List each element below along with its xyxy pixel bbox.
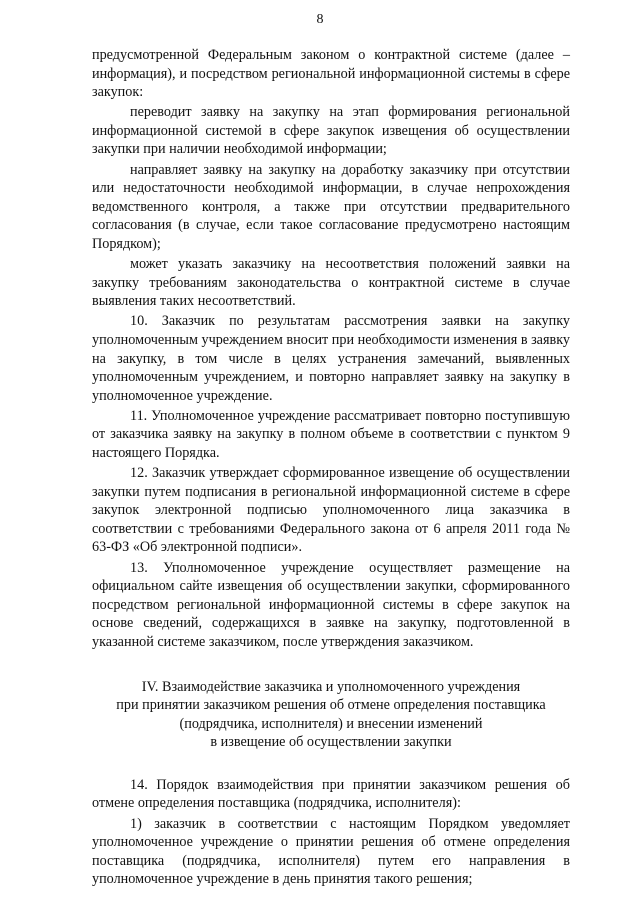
paragraph-indicate-inconsistencies: может указать заказчику на несоответствия положений заявки на закупку требованиям законодательства о контрактной системе в случае выявления таких несоответствий.	[92, 256, 570, 310]
paragraph-item-14-sub-1: 1) заказчик в соответствии с настоящим Порядком уведомляет уполномоченное учреждение о принятии решения об отмене определения поставщика (подрядчика, исполнителя) путем его направления в уполномоченное учреждение в день принятия такого решения;	[92, 815, 570, 888]
paragraph-item-14: 14. Порядок взаимодействия при принятии заказчиком решения об отмене определения поставщика (подрядчика, исполнителя):	[92, 776, 570, 812]
paragraph-item-12: 12. Заказчик утверждает сформированное извещение об осуществлении закупки путем подписания в региональной информационной системе в сфере закупок электронной подписью уполномоченного лица заказчика в соответствии с требованиями Федерального закона от 6 апреля 2011 года № 63-ФЗ «Об электронной подписи».	[92, 465, 570, 556]
paragraph-item-13: 13. Уполномоченное учреждение осуществляет размещение на официальном сайте извещения об осуществлении закупки, сформированного посредством региональной информационной системы в сфере закупок на основе сведений, содержащихся в заявке на закупку, подготовленной в указанной системе заказчиком, после утверждения заказчиком.	[92, 559, 570, 650]
section-heading-line: в извещение об осуществлении закупки	[210, 734, 452, 751]
section-heading-line: (подрядчика, исполнителя) и внесении изменений	[179, 715, 483, 732]
page-number: 8	[316, 12, 324, 27]
paragraph-return-for-revision: направляет заявку на закупку на доработку заказчику при отсутствии или недостаточности необходимой информации, в случае непрохождения ведомственного контроля, а также при отсутствии предварительного согласования (в случае, если такое согласование предусмотрено настоящим Порядком);	[92, 161, 570, 252]
section-heading-line: при принятии заказчиком решения об отмене определения поставщика	[116, 697, 546, 714]
paragraph-item-11: 11. Уполномоченное учреждение рассматривает повторно поступившую от заказчика заявку на закупку в полном объеме в соответствии с пунктом 9 настоящего Порядка.	[92, 407, 570, 461]
paragraph-information-continuation: предусмотренной Федеральным законом о контрактной системе (далее – информация), и посредством региональной информационной системы в сфере закупок:	[92, 47, 570, 101]
section-heading-line: IV. Взаимодействие заказчика и уполномоченного учреждения	[141, 678, 521, 695]
section-heading-iv	[92, 678, 570, 752]
paragraph-item-10: 10. Заказчик по результатам рассмотрения заявки на закупку уполномоченным учреждением вносит при необходимости изменения в заявку на закупку, в том числе в целях устранения замечаний, выявленных уполномоченным учреждением, и повторно направляет заявку на закупку в уполномоченное учреждение.	[92, 313, 570, 404]
document-body	[92, 46, 570, 889]
paragraph-transfer-request: переводит заявку на закупку на этап формирования региональной информационной системой в сфере закупок извещения об осуществлении закупки при наличии необходимой информации;	[92, 104, 570, 158]
